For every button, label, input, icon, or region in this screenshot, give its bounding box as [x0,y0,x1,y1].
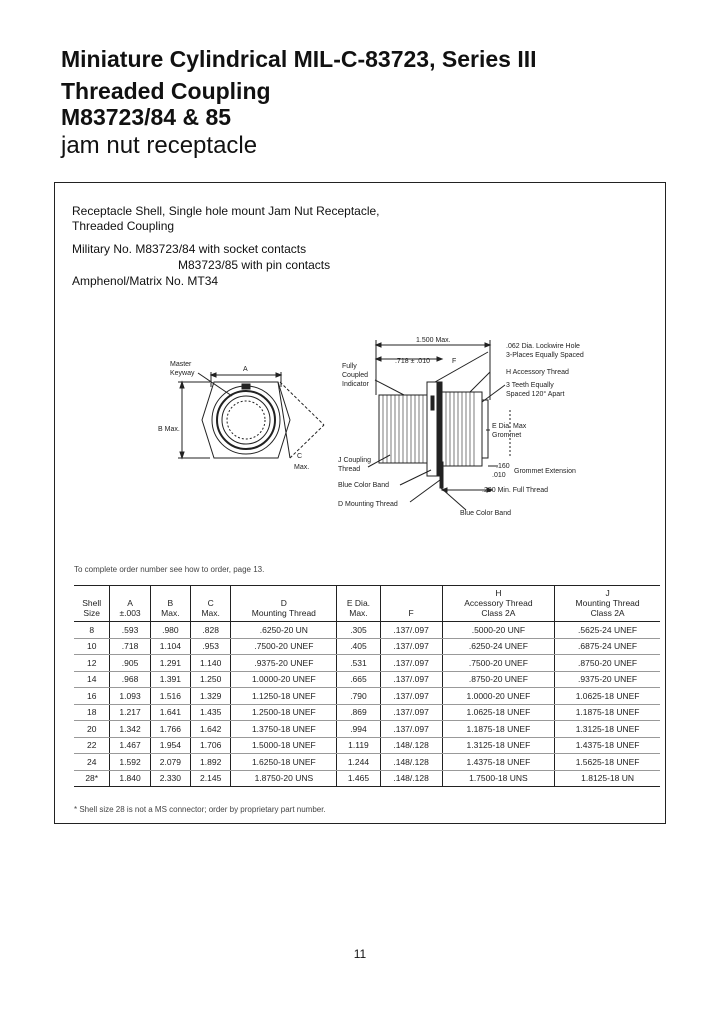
table-cell: 1.1875-18 UNEF [442,721,555,738]
table-cell: .980 [150,622,190,639]
column-header-line: Shell [82,598,102,608]
table-cell: .5625-24 UNEF [555,622,660,639]
table-cell: .6250-24 UNEF [442,638,555,655]
table-row [74,704,660,721]
table-row [74,754,660,771]
column-header-line: Mounting Thread [575,598,640,608]
table-cell: .305 [337,622,380,639]
table-cell: 1.3750-18 UNEF [231,721,337,738]
fully-coupled-3: Indicator [342,381,369,388]
military-number-85: M83723/85 with pin contacts [178,258,331,272]
full-thread-label: .290 Min. Full Thread [482,487,549,494]
column-header-line: D [280,598,287,608]
master-keyway-label-2: Keyway [170,370,195,377]
table-cell: 22 [74,737,110,754]
table-body [74,622,660,787]
column-header [337,586,380,622]
dim-f-label: F [452,358,457,365]
dim-010-label: .010 [492,472,506,479]
table-cell: 18 [74,704,110,721]
table-cell: .7500-20 UNEF [231,638,337,655]
table-cell: 8 [74,622,110,639]
table-cell: .137/.097 [380,671,442,688]
table-cell: 1.954 [150,737,190,754]
table-cell: .968 [110,671,150,688]
table-cell: .828 [191,622,231,639]
table-cell: 1.516 [150,688,190,705]
table-cell: .9375-20 UNEF [231,655,337,672]
table-cell: 28* [74,770,110,787]
table-cell: 1.840 [110,770,150,787]
coupling-thread-label-1: J Coupling [338,457,372,464]
table-cell: 2.330 [150,770,190,787]
column-header-line: Accessory Thread [464,598,533,608]
lockwire-label-2: 3-Places Equally Spaced [506,352,584,359]
column-header [74,586,110,622]
table-cell: 1.435 [191,704,231,721]
table-cell: 1.1875-18 UNEF [555,704,660,721]
table-cell: 1.342 [110,721,150,738]
table-cell: 1.329 [191,688,231,705]
column-header-line: ±.003 [119,608,141,618]
column-header [231,586,337,622]
table-cell: 1.4375-18 UNEF [442,754,555,771]
teeth-label-2: Spaced 120° Apart [506,391,565,398]
grommet-extension-label: Grommet Extension [514,468,576,475]
table-cell: 1.0000-20 UNEF [231,671,337,688]
table-cell: 1.5000-18 UNEF [231,737,337,754]
coupling-thread-label-2: Thread [338,466,361,473]
table-cell: 1.244 [337,754,380,771]
column-header-line: Max. [349,608,368,618]
teeth-label-1: 3 Teeth Equally [506,382,554,389]
dim-a-label: A [243,366,248,373]
dim-718-label: .718 ± .010 [395,358,430,365]
table-row [74,770,660,787]
table-cell: 1.592 [110,754,150,771]
table-cell: .6250-20 UN [231,622,337,639]
table-row [74,638,660,655]
table-cell: 1.2500-18 UNEF [231,704,337,721]
table-cell: .8750-20 UNEF [442,671,555,688]
fully-coupled-2: Coupled [342,372,369,379]
table-cell: 1.467 [110,737,150,754]
table-cell: 10 [74,638,110,655]
description-line-2: Threaded Coupling [72,219,175,233]
dim-b-label: B Max. [158,426,180,433]
table-row [74,688,660,705]
table-cell: 1.5625-18 UNEF [555,754,660,771]
grommet-dia-label-1: E Dia. Max [492,423,527,430]
table-cell: 1.291 [150,655,190,672]
table-cell: 24 [74,754,110,771]
mounting-thread-label: D Mounting Thread [338,501,398,508]
table-row [74,671,660,688]
table-cell: .9375-20 UNEF [555,671,660,688]
column-header [191,586,231,622]
table-cell: .8750-20 UNEF [555,655,660,672]
table-cell: 1.766 [150,721,190,738]
length-max-label: 1.500 Max. [416,337,451,344]
table-cell: 1.641 [150,704,190,721]
table-cell: .148/.128 [380,737,442,754]
table-cell: 1.465 [337,770,380,787]
table-cell: .5000-20 UNF [442,622,555,639]
title-line-2: Threaded Coupling [61,78,271,104]
column-header-line: Size [83,608,100,618]
column-header-line: Mounting Thread [251,608,316,618]
table-cell: 1.8750-20 UNS [231,770,337,787]
table-cell: .137/.097 [380,655,442,672]
table-cell: .665 [337,671,380,688]
table-header-row [74,586,660,622]
table-cell: .137/.097 [380,688,442,705]
table-cell: 1.892 [191,754,231,771]
table-cell: .148/.128 [380,754,442,771]
grommet-dia-label-2: Grommet [492,432,522,439]
column-header-line: H [495,588,502,598]
column-header-line: Class 2A [590,608,625,618]
fully-coupled-1: Fully [342,363,357,370]
table-row [74,622,660,639]
table-cell: .790 [337,688,380,705]
column-header-line: Max. [161,608,180,618]
description-line-1: Receptacle Shell, Single hole mount Jam Nut Receptacle, [72,204,380,218]
table-cell: .137/.097 [380,721,442,738]
column-header-line: Max. [201,608,220,618]
table-cell: 2.079 [150,754,190,771]
column-header-line: J [605,588,610,598]
column-header-line: B [167,598,174,608]
table-cell: .137/.097 [380,704,442,721]
table-cell: 1.1250-18 UNEF [231,688,337,705]
amphenol-number: Amphenol/Matrix No. MT34 [72,274,219,288]
table-cell: .869 [337,704,380,721]
column-header-line: C [207,598,214,608]
table-cell: 1.0000-20 UNEF [442,688,555,705]
military-number-84: Military No. M83723/84 with socket contacts [72,242,307,256]
column-header [442,586,555,622]
table-cell: 2.145 [191,770,231,787]
table-cell: .6875-24 UNEF [555,638,660,655]
table-cell: 16 [74,688,110,705]
table-cell: 12 [74,655,110,672]
table-cell: 1.642 [191,721,231,738]
column-header-line: Class 2A [481,608,516,618]
master-keyway-label: Master [170,361,192,368]
table-cell: 1.3125-18 UNEF [442,737,555,754]
table-cell: 1.391 [150,671,190,688]
title-part-numbers: M83723/84 & 85 [61,104,232,130]
table-cell: 1.4375-18 UNEF [555,737,660,754]
table-cell: 1.250 [191,671,231,688]
table-cell: 1.093 [110,688,150,705]
column-header-line: E Dia. [346,598,371,608]
column-header [110,586,150,622]
column-header [380,586,442,622]
table-cell: .148/.128 [380,770,442,787]
table-cell: 1.8125-18 UN [555,770,660,787]
blue-band-label-2: Blue Color Band [460,510,511,517]
table-cell: 1.706 [191,737,231,754]
table-cell: 1.0625-18 UNEF [555,688,660,705]
table-cell: .905 [110,655,150,672]
table-cell: 1.140 [191,655,231,672]
table-cell: .994 [337,721,380,738]
column-header-line [383,598,440,608]
table-cell: 1.217 [110,704,150,721]
table-cell: 1.104 [150,638,190,655]
footnote: * Shell size 28 is not a MS connector; order by proprietary part number. [74,805,326,814]
table-cell: 1.119 [337,737,380,754]
subtitle: jam nut receptacle [61,132,258,159]
column-header-line: A [127,598,133,608]
table-cell: .7500-20 UNEF [442,655,555,672]
page-number: 11 [353,947,367,961]
table-row [74,721,660,738]
table-cell: 1.6250-18 UNEF [231,754,337,771]
accessory-thread-label: H Accessory Thread [506,369,569,376]
table-cell: .405 [337,638,380,655]
dimensions-table [74,585,660,787]
column-header-line: F [408,608,414,618]
order-note: To complete order number see how to order, page 13. [74,565,265,574]
table-cell: .531 [337,655,380,672]
table-cell: .593 [110,622,150,639]
table-row [74,737,660,754]
table-cell: 1.7500-18 UNS [442,770,555,787]
title-line-1: Miniature Cylindrical MIL-C-83723, Series III [61,46,537,72]
table-cell: 20 [74,721,110,738]
table-row [74,655,660,672]
lockwire-label-1: .062 Dia. Lockwire Hole [506,343,580,350]
table-cell: .718 [110,638,150,655]
table-cell: .137/.097 [380,622,442,639]
hex-flange-outline [202,382,290,458]
table-cell: .137/.097 [380,638,442,655]
table-cell: 1.0625-18 UNEF [442,704,555,721]
column-header [150,586,190,622]
blue-band-label: Blue Color Band [338,482,389,489]
column-header [555,586,660,622]
dim-c-label: C [297,453,303,460]
dim-160-label: .160 [496,463,510,470]
table-cell: 14 [74,671,110,688]
table-cell: 1.3125-18 UNEF [555,721,660,738]
table-cell: .953 [191,638,231,655]
dim-c-max-label: Max. [294,464,310,471]
